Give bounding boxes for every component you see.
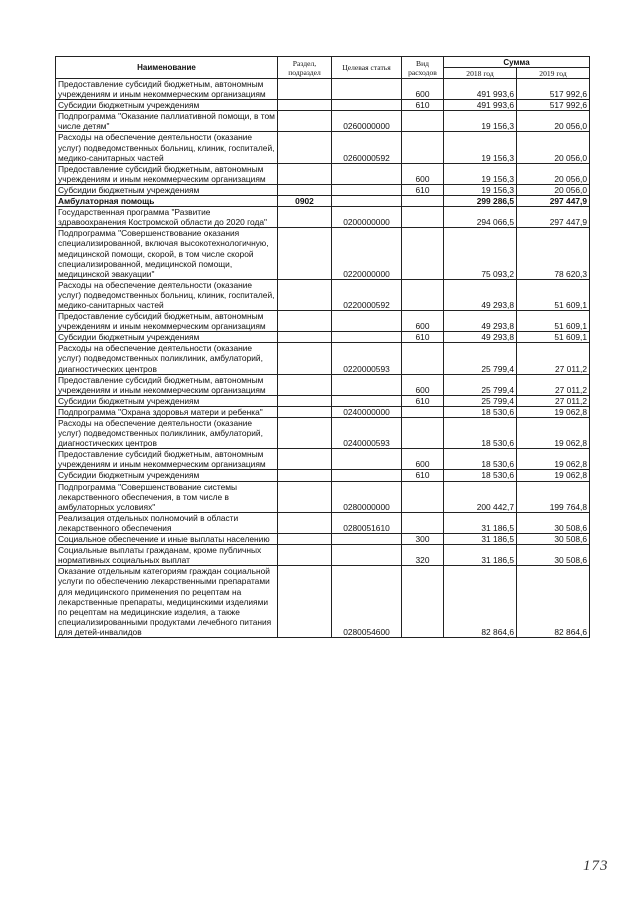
cell-2018: 82 864,6 [444,566,517,638]
cell-2018: 31 186,5 [444,545,517,566]
cell-section [278,481,332,512]
cell-target: 0240000593 [332,418,402,449]
cell-2019: 51 609,1 [517,279,590,310]
cell-section [278,470,332,481]
cell-name: Предоставление субсидий бюджетным, автономным учреждениям и иным некоммерческим организациям [56,163,278,184]
cell-name: Субсидии бюджетным учреждениям [56,332,278,343]
cell-2018: 49 293,8 [444,332,517,343]
cell-2018: 200 442,7 [444,481,517,512]
cell-target [332,545,402,566]
cell-name: Предоставление субсидий бюджетным, автономным учреждениям и иным некоммерческим организациям [56,449,278,470]
cell-2019: 19 062,8 [517,406,590,417]
cell-expense-type: 610 [402,184,444,195]
cell-2018: 491 993,6 [444,79,517,100]
cell-2019: 297 447,9 [517,196,590,207]
cell-expense-type [402,207,444,228]
cell-2019: 78 620,3 [517,228,590,279]
cell-expense-type [402,343,444,374]
cell-name: Субсидии бюджетным учреждениям [56,470,278,481]
cell-section [278,111,332,132]
table-row [56,545,590,566]
cell-section [278,100,332,111]
cell-section [278,449,332,470]
table-body [56,79,590,638]
budget-table-page [55,56,589,638]
cell-2019: 51 609,1 [517,311,590,332]
cell-2018: 491 993,6 [444,100,517,111]
cell-target [332,395,402,406]
table-row [56,79,590,100]
table-row [56,111,590,132]
header-target: Целевая статья [332,57,402,79]
cell-expense-type [402,279,444,310]
cell-target [332,100,402,111]
cell-name: Социальные выплаты гражданам, кроме публичных нормативных социальных выплат [56,545,278,566]
cell-expense-type: 610 [402,470,444,481]
cell-target [332,79,402,100]
cell-expense-type [402,196,444,207]
cell-name: Субсидии бюджетным учреждениям [56,395,278,406]
cell-2018: 294 066,5 [444,207,517,228]
cell-target: 0220000593 [332,343,402,374]
cell-name: Государственная программа "Развитие здравоохранения Костромской области до 2020 года" [56,207,278,228]
cell-expense-type: 600 [402,79,444,100]
cell-expense-type [402,566,444,638]
cell-target [332,449,402,470]
cell-name: Субсидии бюджетным учреждениям [56,184,278,195]
cell-name: Расходы на обеспечение деятельности (оказание услуг) подведомственных поликлиник, амбулаторий, диагностических центров [56,418,278,449]
budget-table [55,56,590,638]
cell-name: Расходы на обеспечение деятельности (оказание услуг) подведомственных больниц, клиник, госпиталей, медико-санитарных частей [56,132,278,163]
cell-2018: 49 293,8 [444,311,517,332]
cell-2019: 30 508,6 [517,545,590,566]
handwritten-page-number: 173 [583,858,609,874]
table-row [56,566,590,638]
cell-2018: 31 186,5 [444,512,517,533]
header-year-2018: 2018 год [444,68,517,79]
table-row [56,332,590,343]
cell-2019: 27 011,2 [517,343,590,374]
cell-name: Субсидии бюджетным учреждениям [56,100,278,111]
cell-2019: 19 062,8 [517,418,590,449]
cell-name: Подпрограмма "Совершенствование оказания специализированной, включая высокотехнологичную, медицинской помощи, скорой, в том числе скорой специализированной, медицинской помощи, медицинской эвакуации" [56,228,278,279]
table-row [56,228,590,279]
cell-2018: 18 530,6 [444,449,517,470]
cell-2018: 75 093,2 [444,228,517,279]
table-row [56,395,590,406]
cell-name: Подпрограмма "Охрана здоровья матери и ребенка" [56,406,278,417]
cell-name: Подпрограмма "Совершенствование системы лекарственного обеспечения, в том числе в амбулаторных условиях" [56,481,278,512]
cell-section [278,395,332,406]
cell-expense-type: 600 [402,163,444,184]
cell-target: 0280051610 [332,512,402,533]
cell-section [278,566,332,638]
cell-expense-type: 610 [402,395,444,406]
cell-section [278,534,332,545]
cell-expense-type [402,512,444,533]
cell-section: 0902 [278,196,332,207]
cell-section [278,332,332,343]
table-row [56,184,590,195]
cell-name: Предоставление субсидий бюджетным, автономным учреждениям и иным некоммерческим организациям [56,311,278,332]
cell-2018: 18 530,6 [444,470,517,481]
cell-name: Подпрограмма "Оказание паллиативной помощи, в том числе детям" [56,111,278,132]
table-row [56,470,590,481]
cell-name: Реализация отдельных полномочий в области лекарственного обеспечения [56,512,278,533]
cell-target: 0280000000 [332,481,402,512]
cell-target: 0260000592 [332,132,402,163]
cell-section [278,545,332,566]
cell-2018: 49 293,8 [444,279,517,310]
cell-section [278,207,332,228]
cell-section [278,343,332,374]
cell-target: 0240000000 [332,406,402,417]
cell-expense-type [402,132,444,163]
cell-section [278,279,332,310]
cell-section [278,184,332,195]
cell-section [278,406,332,417]
cell-target [332,163,402,184]
cell-expense-type: 610 [402,100,444,111]
cell-target [332,311,402,332]
header-expense-type: Вид расходов [402,57,444,79]
cell-section [278,163,332,184]
cell-2018: 25 799,4 [444,395,517,406]
cell-2019: 27 011,2 [517,395,590,406]
cell-2019: 27 011,2 [517,374,590,395]
cell-2019: 517 992,6 [517,100,590,111]
table-row [56,374,590,395]
cell-target: 0260000000 [332,111,402,132]
cell-target: 0220000000 [332,228,402,279]
cell-2018: 31 186,5 [444,534,517,545]
cell-2019: 20 056,0 [517,184,590,195]
table-row [56,343,590,374]
cell-expense-type: 600 [402,311,444,332]
cell-2018: 299 286,5 [444,196,517,207]
table-row [56,279,590,310]
cell-2019: 20 056,0 [517,111,590,132]
cell-section [278,512,332,533]
cell-name: Расходы на обеспечение деятельности (оказание услуг) подведомственных больниц, клиник, госпиталей, медико-санитарных частей [56,279,278,310]
cell-target [332,470,402,481]
header-section: Раздел, подраздел [278,57,332,79]
cell-target [332,184,402,195]
cell-section [278,228,332,279]
cell-target [332,332,402,343]
header-sum: Сумма [444,57,590,68]
cell-name: Амбулаторная помощь [56,196,278,207]
cell-2019: 20 056,0 [517,132,590,163]
cell-2018: 18 530,6 [444,406,517,417]
cell-name: Расходы на обеспечение деятельности (оказание услуг) подведомственных поликлиник, амбулаторий, диагностических центров [56,343,278,374]
table-row [56,534,590,545]
cell-2019: 19 062,8 [517,449,590,470]
cell-expense-type [402,418,444,449]
table-row [56,481,590,512]
cell-2018: 25 799,4 [444,374,517,395]
cell-expense-type [402,406,444,417]
cell-expense-type: 600 [402,449,444,470]
cell-2019: 30 508,6 [517,512,590,533]
cell-section [278,374,332,395]
header-name: Наименование [56,57,278,79]
cell-name: Оказание отдельным категориям граждан социальной услуги по обеспечению лекарственными препаратами для медицинского применения по рецептам на лекарственные препараты, медицинскими изделиями по рецептам на медицинские изделия, а также специализированными продуктами лечебного питания для детей-инвалидов [56,566,278,638]
cell-2019: 19 062,8 [517,470,590,481]
cell-target [332,534,402,545]
table-row [56,406,590,417]
cell-2018: 19 156,3 [444,184,517,195]
cell-expense-type: 320 [402,545,444,566]
header-year-2019: 2019 год [517,68,590,79]
cell-2019: 297 447,9 [517,207,590,228]
cell-target [332,374,402,395]
cell-expense-type: 300 [402,534,444,545]
cell-2018: 19 156,3 [444,111,517,132]
table-row [56,100,590,111]
cell-2018: 18 530,6 [444,418,517,449]
cell-target: 0280054600 [332,566,402,638]
cell-2018: 25 799,4 [444,343,517,374]
cell-expense-type [402,481,444,512]
table-row [56,512,590,533]
cell-target: 0220000592 [332,279,402,310]
cell-section [278,79,332,100]
cell-section [278,418,332,449]
table-row [56,196,590,207]
cell-2019: 517 992,6 [517,79,590,100]
cell-2018: 19 156,3 [444,132,517,163]
table-row [56,311,590,332]
cell-section [278,132,332,163]
cell-2019: 51 609,1 [517,332,590,343]
cell-name: Предоставление субсидий бюджетным, автономным учреждениям и иным некоммерческим организациям [56,374,278,395]
table-row [56,449,590,470]
cell-target: 0200000000 [332,207,402,228]
cell-expense-type: 600 [402,374,444,395]
table-row [56,163,590,184]
cell-name: Предоставление субсидий бюджетным, автономным учреждениям и иным некоммерческим организациям [56,79,278,100]
cell-2019: 82 864,6 [517,566,590,638]
table-row [56,132,590,163]
cell-2019: 20 056,0 [517,163,590,184]
table-row [56,207,590,228]
cell-name: Социальное обеспечение и иные выплаты населению [56,534,278,545]
cell-target [332,196,402,207]
cell-expense-type [402,111,444,132]
cell-2019: 199 764,8 [517,481,590,512]
cell-expense-type [402,228,444,279]
cell-expense-type: 610 [402,332,444,343]
table-row [56,418,590,449]
cell-section [278,311,332,332]
cell-2019: 30 508,6 [517,534,590,545]
cell-2018: 19 156,3 [444,163,517,184]
